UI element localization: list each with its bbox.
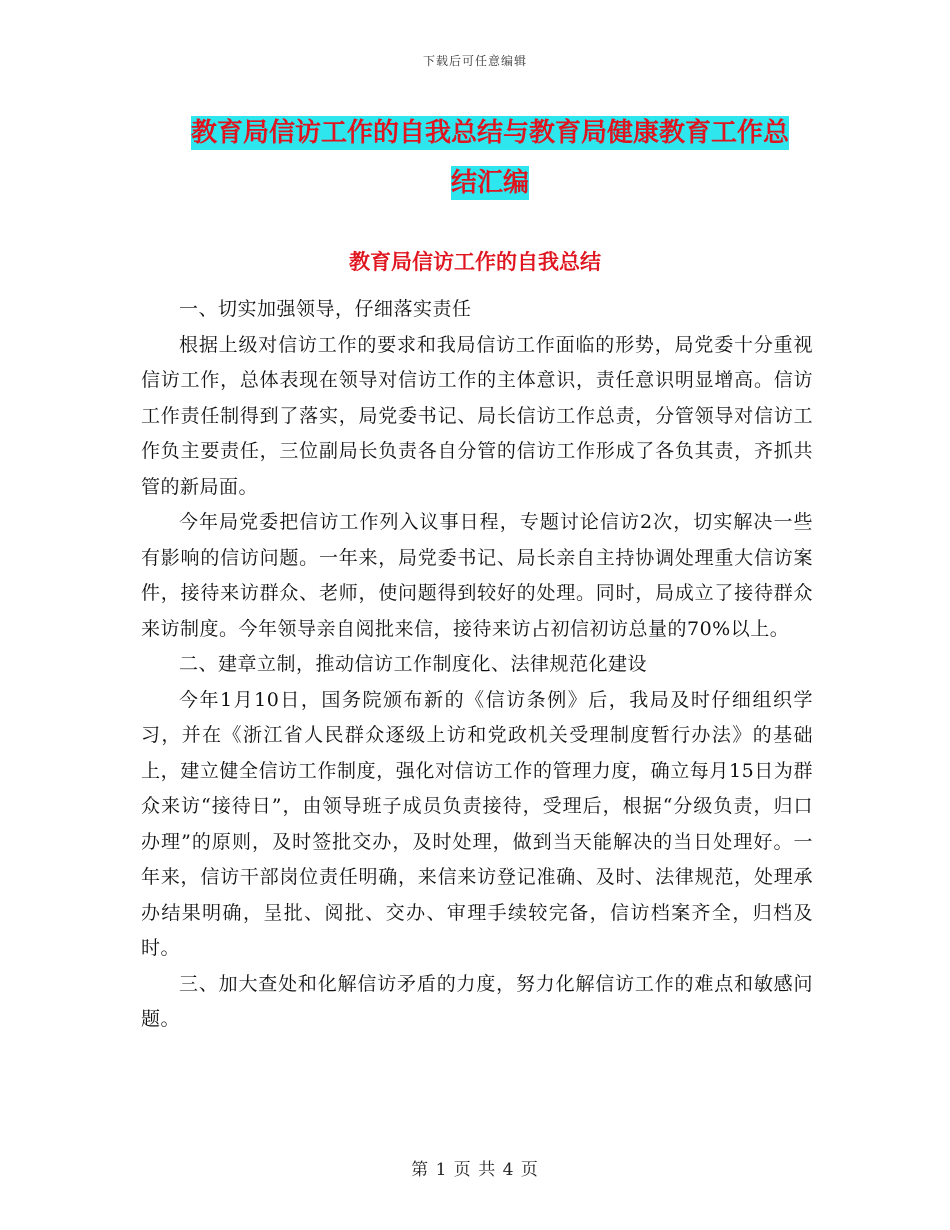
paragraph: 今年局党委把信访工作列入议事日程，专题讨论信访2次，切实解决一些有影响的信访问题。一年来，局党委书记、局长亲自主持协调处理重大信访案件，接待来访群众、老师，使问题得到较好的处理。同时，局成立了接待群众来访制度。今年领导亲自阅批来信，接待来访占初信初访总量的70%以上。 <box>141 511 813 640</box>
document-title <box>150 108 830 208</box>
section-title: 教育局信访工作的自我总结 <box>349 250 601 274</box>
page-footer-page-number: 第 1 页 共 4 页 <box>411 1160 539 1180</box>
document-title-line-1: 教育局信访工作的自我总结与教育局健康教育工作总 <box>190 118 789 148</box>
page-header-note: 下载后可任意编辑 <box>422 54 527 68</box>
paragraph: 今年1月10日，国务院颁布新的《信访条例》后，我局及时仔细组织学习，并在《浙江省人民群众逐级上访和党政机关受理制度暂行办法》的基础上，建立健全信访工作制度，强化对信访工作的管理力度，确立每月15日为群众来访“接待日”，由领导班子成员负责接待，受理后，根据“分级负责，归口办理”的原则，及时签批交办，及时处理，做到当天能解决的当日处理好。一年来，信访干部岗位责任明确，来信来访登记准确、及时、法律规范，处理承办结果明确，呈批、阅批、交办、审理手续较完备，信访档案齐全，归档及时。 <box>141 688 813 959</box>
paragraph-heading-2: 二、建章立制，推动信访工作制度化、法律规范化建设 <box>179 653 648 675</box>
document-body <box>141 292 813 1038</box>
paragraph-heading-3: 三、加大查处和化解信访矛盾的力度，努力化解信访工作的难点和敏感问题。 <box>141 972 813 1030</box>
paragraph: 根据上级对信访工作的要求和我局信访工作面临的形势，局党委十分重视信访工作，总体表现在领导对信访工作的主体意识，责任意识明显增高。信访工作责任制得到了落实，局党委书记、局长信访工作总责，分管领导对信访工作负主要责任，三位副局长负责各自分管的信访工作形成了各负其责，齐抓共管的新局面。 <box>141 333 813 498</box>
document-title-line-2: 结汇编 <box>450 168 529 198</box>
paragraph-heading-1: 一、切实加强领导，仔细落实责任 <box>179 298 472 320</box>
